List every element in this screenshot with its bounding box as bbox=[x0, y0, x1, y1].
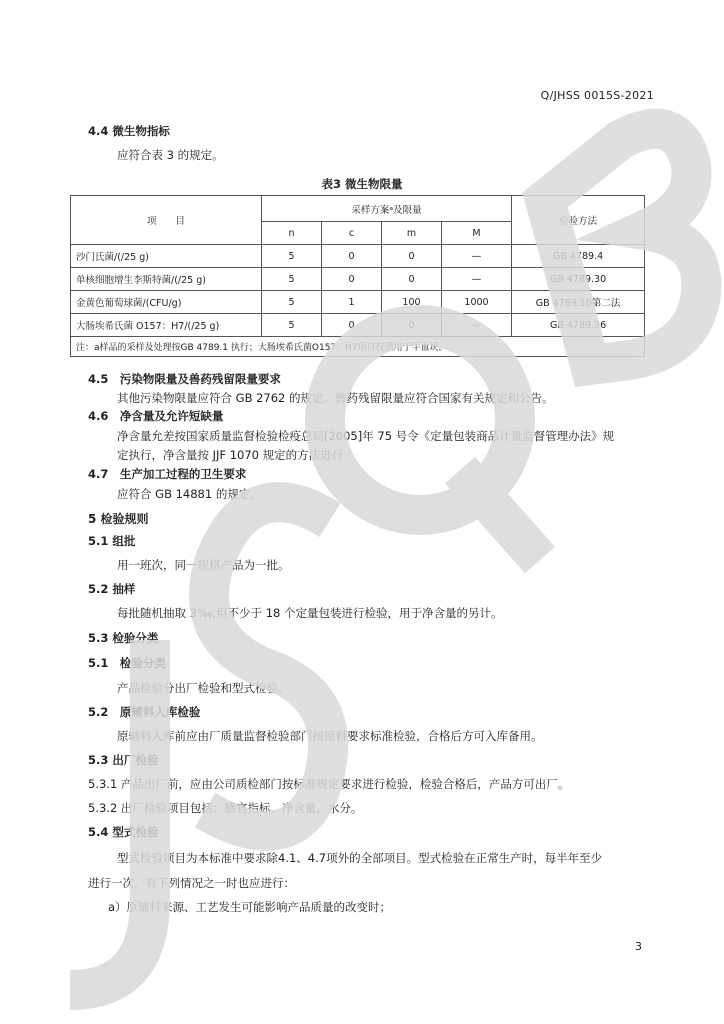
row-c: 1 bbox=[322, 291, 382, 314]
subheader-n: n bbox=[262, 222, 322, 245]
row-method: GB 4789.30 bbox=[512, 268, 645, 291]
document-code: Q/JHSS 0015S-2021 bbox=[540, 89, 654, 102]
page-number: 3 bbox=[635, 940, 642, 953]
row-M: — bbox=[442, 314, 512, 337]
section-5-1-heading: 5.1 组批 bbox=[88, 534, 136, 548]
section-5-4-text-2: 进行一次，有下列情况之一时也应进行： bbox=[88, 876, 295, 890]
row-c: 0 bbox=[322, 314, 382, 337]
row-m: 0 bbox=[382, 314, 442, 337]
row-n: 5 bbox=[262, 245, 322, 268]
section-5-2b-text: 原辅料入库前应由厂质量监督检验部门按原料要求标准检验，合格后方可入库备用。 bbox=[117, 729, 543, 743]
table-row bbox=[71, 291, 645, 314]
section-5-heading: 5 检验规则 bbox=[88, 512, 149, 526]
row-item: 金黄色葡萄球菌/(CFU/g) bbox=[71, 291, 262, 314]
section-5-4-item-a: a）原辅料来源、工艺发生可能影响产品质量的改变时； bbox=[108, 900, 392, 914]
row-method: GB 4789.36 bbox=[512, 314, 645, 337]
table-note-row bbox=[71, 337, 645, 357]
section-5-1b-heading: 5.1 检验分类 bbox=[88, 656, 166, 670]
row-M: 1000 bbox=[442, 291, 512, 314]
section-5-3b-heading: 5.3 出厂检验 bbox=[88, 753, 159, 767]
section-4-5-text: 其他污染物限量应符合 GB 2762 的规定。兽药残留限量应符合国家有关规定和公告。 bbox=[117, 391, 554, 405]
section-4-7-text: 应符合 GB 14881 的规定。 bbox=[117, 487, 262, 501]
section-5-3-1-text: 5.3.1 产品出厂前，应由公司质检部门按标准规定要求进行检验，检验合格后，产品方可出厂。 bbox=[88, 777, 570, 791]
row-method: GB 4789.4 bbox=[512, 245, 645, 268]
section-5-3-2-text: 5.3.2 出厂检验项目包括：感官指标、净含量、水分。 bbox=[88, 801, 363, 815]
row-method: GB 4789.10第二法 bbox=[512, 291, 645, 314]
section-4-5-heading: 4.5 污染物限量及兽药残留限量要求 bbox=[88, 372, 281, 386]
watermark-letter-q-tail bbox=[460, 470, 540, 560]
subheader-M: M bbox=[442, 222, 512, 245]
row-m: 0 bbox=[382, 245, 442, 268]
row-item: 大肠埃希氏菌 O157：H7/(/25 g) bbox=[71, 314, 262, 337]
section-4-6-text-1: 净含量允差按国家质量监督检验检疫总局[2005]年 75 号令《定量包装商品计量监督管理办法》规 bbox=[117, 429, 615, 443]
section-5-3-heading: 5.3 检验分类 bbox=[88, 631, 159, 645]
section-5-1-text: 用一班次，同一规格产品为一批。 bbox=[117, 558, 290, 572]
section-5-4-text-1: 型式检验项目为本标准中要求除4.1、4.7项外的全部项目。型式检验在正常生产时，每半年至少 bbox=[117, 851, 603, 865]
table-row bbox=[71, 314, 645, 337]
row-item: 单核细胞增生李斯特菌/(/25 g) bbox=[71, 268, 262, 291]
header-item: 项 目 bbox=[71, 196, 262, 245]
section-5-2b-heading: 5.2 原辅料入库检验 bbox=[88, 705, 201, 719]
row-item: 沙门氏菌/(/25 g) bbox=[71, 245, 262, 268]
subheader-c: c bbox=[322, 222, 382, 245]
row-m: 0 bbox=[382, 268, 442, 291]
row-M: — bbox=[442, 268, 512, 291]
section-4-6-text-2: 定执行，净含量按 JJF 1070 规定的方法进行 bbox=[117, 448, 344, 462]
section-5-2-heading: 5.2 抽样 bbox=[88, 582, 136, 596]
section-4-4-text: 应符合表 3 的规定。 bbox=[117, 148, 224, 162]
row-n: 5 bbox=[262, 291, 322, 314]
section-5-1b-text: 产品检验分出厂检验和型式检验。 bbox=[117, 681, 290, 695]
section-4-6-heading: 4.6 净含量及允许短缺量 bbox=[88, 409, 224, 423]
row-c: 0 bbox=[322, 268, 382, 291]
microbial-limits-table bbox=[70, 195, 645, 357]
table-row bbox=[71, 268, 645, 291]
section-4-7-heading: 4.7 生产加工过程的卫生要求 bbox=[88, 467, 247, 481]
table-header-row bbox=[71, 196, 645, 222]
table-row bbox=[71, 245, 645, 268]
header-sampling-plan: 采样方案ᵃ及限量 bbox=[262, 196, 512, 222]
row-c: 0 bbox=[322, 245, 382, 268]
header-test-method: 检验方法 bbox=[512, 196, 645, 245]
section-5-4-heading: 5.4 型式检验 bbox=[88, 825, 159, 839]
table-note: 注：a样品的采样及处理按GB 4789.1 执行；大肠埃希氏菌O157：H7项目仅适用于牛血块。 bbox=[71, 337, 645, 357]
table-3-title: 表3 微生物限量 bbox=[321, 177, 403, 191]
row-n: 5 bbox=[262, 268, 322, 291]
row-n: 5 bbox=[262, 314, 322, 337]
section-4-4-heading: 4.4 微生物指标 bbox=[88, 124, 170, 138]
subheader-m: m bbox=[382, 222, 442, 245]
row-M: — bbox=[442, 245, 512, 268]
section-5-2-text: 每批随机抽取 3‰,但不少于 18 个定量包装进行检验，用于净含量的另计。 bbox=[117, 606, 503, 620]
row-m: 100 bbox=[382, 291, 442, 314]
